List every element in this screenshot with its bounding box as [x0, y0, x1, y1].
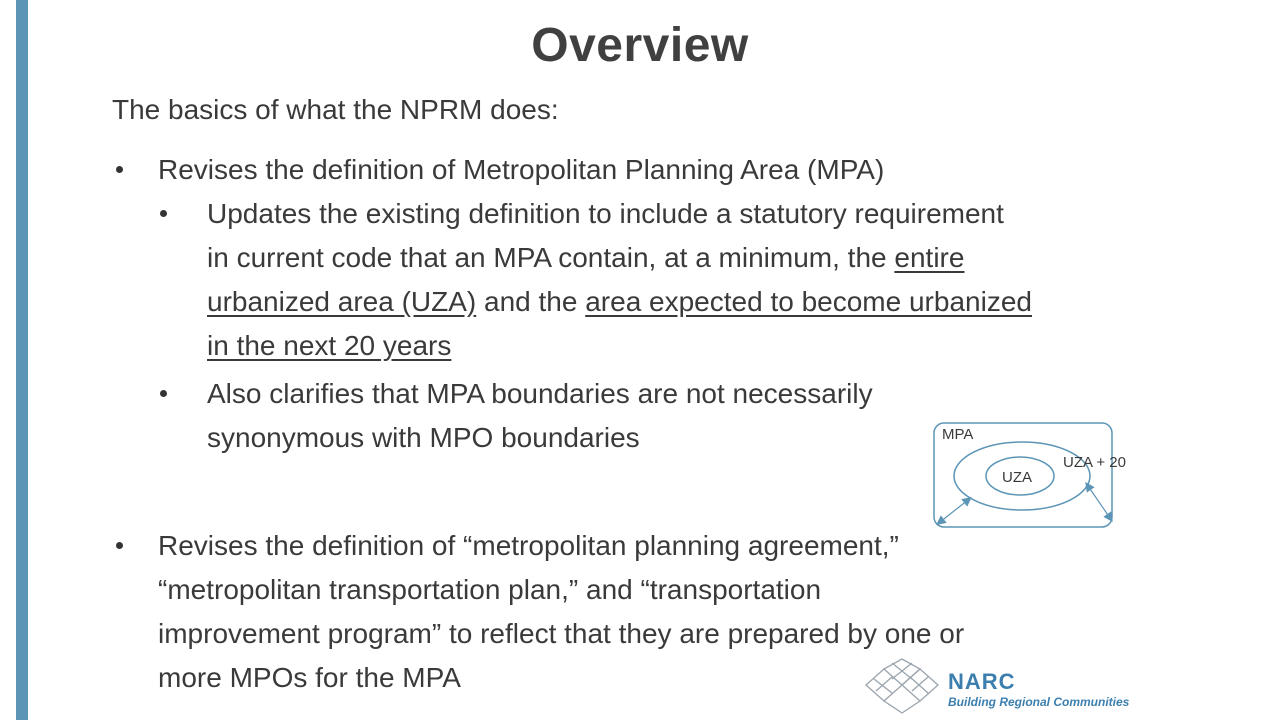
- left-arrow: [940, 500, 968, 522]
- sub-bullet-updates-definition: [207, 192, 1032, 368]
- underlined-text: in the next 20 years: [207, 330, 452, 361]
- sub-bullet-line: Updates the existing definition to include a statutory requirement: [207, 198, 1004, 229]
- bullet-line: “metropolitan transportation plan,” and “transportation: [158, 574, 822, 605]
- sub-bullet-line: urbanized area (UZA) and the area expected to become urbanized: [207, 286, 1032, 317]
- underlined-text: area expected to become urbanized: [585, 286, 1032, 317]
- bullet-line: improvement program” to reflect that they are prepared by one or: [158, 618, 965, 649]
- sub-bullet-line: [207, 324, 1032, 368]
- bullet-dot: [116, 166, 123, 173]
- accent-bar: [16, 0, 28, 720]
- sub-bullet-clarifies-boundaries: [207, 372, 873, 460]
- bullet-mpa-definition: [158, 148, 884, 192]
- bullet-dot: [160, 390, 167, 397]
- sub-bullet-line: in current code that an MPA contain, at a minimum, the entire: [207, 242, 965, 273]
- bullet-line: more MPOs for the MPA: [158, 662, 461, 693]
- narc-tagline: Building Regional Communities: [948, 695, 1130, 709]
- right-arrow: [1088, 486, 1110, 518]
- uza-label: UZA: [1002, 469, 1032, 486]
- underlined-text: entire: [894, 242, 965, 273]
- uza-plus-20-label: UZA + 20: [1063, 454, 1126, 471]
- mpa-uza-diagram: [928, 420, 1128, 535]
- narc-name: NARC: [948, 669, 1016, 694]
- bullet-line: Revises the definition of “metropolitan planning agreement,”: [158, 530, 899, 561]
- narc-logo: [862, 655, 1132, 717]
- bullet-revises-definitions: [158, 524, 964, 700]
- slide-title: Overview: [531, 19, 749, 72]
- bullet-dot: [160, 210, 167, 217]
- bullet-text: Revises the definition of Metropolitan Planning Area (MPA): [158, 154, 885, 185]
- mpa-label: MPA: [942, 426, 974, 443]
- bullet-dot: [116, 542, 123, 549]
- sub-bullet-line: synonymous with MPO boundaries: [207, 422, 640, 453]
- narc-logo-mark: [862, 655, 942, 717]
- underlined-text: urbanized area (UZA): [207, 286, 477, 317]
- sub-bullet-line: Also clarifies that MPA boundaries are not necessarily: [207, 378, 873, 409]
- intro-text: The basics of what the NPRM does:: [112, 94, 559, 125]
